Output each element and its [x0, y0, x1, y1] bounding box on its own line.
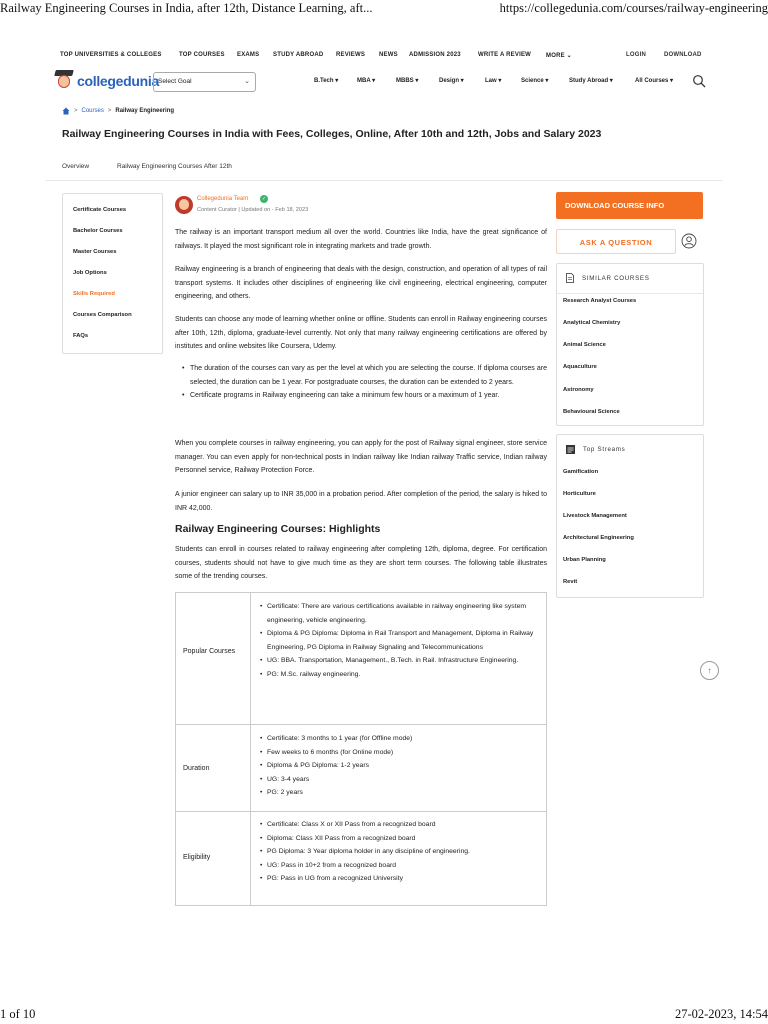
list-item: • UG: Pass in 10+2 from a recognized board [260, 859, 542, 873]
topnav-study-abroad[interactable]: STUDY ABROAD [273, 52, 324, 58]
topnav-top-universities[interactable]: TOP UNIVERSITIES & COLLEGES [60, 52, 162, 58]
article-paragraph: Students can enroll in courses related to railway engineering after completing 12th, diploma, degree. For certification courses, students should not have to give much time as they are short term courses. The following table illustrates some of the trending courses. [175, 546, 547, 580]
table-row-label: Duration [183, 765, 210, 772]
cat-all-courses[interactable]: All Courses ▾ [635, 78, 674, 84]
arrow-up-icon: ↑ [707, 666, 712, 675]
list-item: • PG: Pass in UG from a recognized University [260, 872, 542, 886]
section-link-faqs[interactable]: FAQs [73, 333, 89, 339]
tab-overview[interactable]: Overview [62, 163, 90, 170]
similar-course-link[interactable]: Animal Science [563, 342, 606, 348]
cat-btech[interactable]: B.Tech ▾ [314, 78, 339, 84]
download-course-info-button[interactable]: DOWNLOAD COURSE INFO [556, 192, 703, 219]
table-row [176, 593, 546, 725]
print-page-number: 1 of 10 [0, 1007, 36, 1021]
list-item: • UG: BBA. Transportation, Management., B.Tech. in Rail. Infrastructure Engineering. [260, 654, 542, 668]
cat-law[interactable]: Law ▾ [485, 78, 502, 84]
print-header [0, 0, 768, 20]
topnav-exams[interactable]: EXAMS [237, 52, 260, 58]
section-link-bachelor[interactable]: Bachelor Courses [73, 228, 123, 234]
similar-course-link[interactable]: Behavioural Science [563, 409, 620, 415]
table-row [176, 725, 546, 812]
select-goal-value: Select Goal [158, 78, 192, 85]
top-streams-heading: Top Streams [566, 444, 625, 454]
top-streams-card [556, 434, 704, 598]
select-goal-dropdown[interactable] [153, 72, 256, 92]
list-item: • The duration of the courses can vary as per the level at which you are selecting the course. If diploma courses are selected, the duration can be 1 year. For postgraduate courses, the duration can be extended to 2 years. [182, 362, 547, 389]
list-item: • Certificate programs in Railway engineering can take a minimum few hours or a maximum of 1 year. [182, 389, 547, 403]
table-row [176, 812, 546, 905]
avatar [175, 196, 193, 214]
stream-link[interactable]: Architectural Engineering [563, 535, 634, 541]
topnav-top-courses[interactable]: TOP COURSES [179, 52, 225, 58]
section-heading: Railway Engineering Courses: Highlights [175, 523, 381, 535]
similar-courses-heading: SIMILAR COURSES [566, 273, 650, 283]
search-icon[interactable] [692, 74, 706, 88]
login-link[interactable]: LOGIN [626, 52, 646, 58]
print-footer [0, 1004, 768, 1024]
breadcrumb [62, 107, 174, 115]
section-nav [62, 193, 163, 354]
breadcrumb-courses[interactable]: Courses [81, 108, 104, 114]
article-bullets [182, 362, 547, 403]
topnav-write-review[interactable]: WRITE A REVIEW [478, 52, 532, 58]
cat-study-abroad[interactable]: Study Abroad ▾ [569, 78, 613, 84]
section-link-master[interactable]: Master Courses [73, 249, 117, 255]
cat-mbbs[interactable]: MBBS ▾ [396, 78, 419, 84]
list-item: • Diploma & PG Diploma: 1-2 years [260, 759, 542, 773]
section-link-skills[interactable]: Skills Required [73, 291, 115, 297]
list-item: • Certificate: 3 months to 1 year (for Offline mode) [260, 732, 542, 746]
topnav-more[interactable]: MORE ⌄ [546, 53, 572, 59]
list-item: • UG: 3-4 years [260, 773, 542, 787]
similar-course-link[interactable]: Astronomy [563, 387, 594, 393]
topnav-admission[interactable]: ADMISSION 2023 [409, 52, 461, 58]
chevron-down-icon: ⌄ [244, 78, 250, 85]
section-link-job-options[interactable]: Job Options [73, 270, 107, 276]
tabs-divider [46, 180, 722, 181]
table-row-label: Eligibility [183, 854, 211, 861]
list-item: • PG: 2 years [260, 786, 542, 800]
section-link-certificate[interactable]: Certificate Courses [73, 207, 127, 213]
scroll-to-top-button[interactable] [700, 661, 719, 680]
home-icon[interactable] [62, 107, 70, 115]
print-datetime: 27-02-2023, 14:54 [674, 1007, 768, 1021]
tab-after-12th[interactable]: Railway Engineering Courses After 12th [117, 163, 232, 170]
article-paragraph: Railway engineering is a branch of engineering that deals with the design, construction, and operation of all types of rail transport systems. It includes other disciplines of engineering like civil engineering, electrical engineering, computer engineering, and others. [175, 266, 547, 300]
document-icon [566, 273, 574, 283]
article-paragraph: The railway is an important transport medium all over the world. Countries like India, have the great significance of railways. It played the most significant role in integrating markets and trade growth. [175, 229, 547, 250]
highlights-table [175, 592, 547, 906]
breadcrumb-separator: > [107, 108, 112, 114]
logo-mascot-icon [54, 70, 74, 92]
breadcrumb-current: Railway Engineering [115, 108, 175, 114]
list-item: • Diploma & PG Diploma: Diploma in Rail Transport and Management, Diploma in Railway Engineering, PG Diploma in Railway Signaling and Telecommunications [260, 627, 542, 654]
stream-link[interactable]: Revit [563, 579, 578, 585]
page-title: Railway Engineering Courses in India with Fees, Colleges, Online, After 10th and 12th, Jobs and Salary 2023 [62, 128, 602, 140]
print-page-url: https://collegedunia.com/courses/railway-engineering [499, 1, 768, 15]
print-page-title: Railway Engineering Courses in India, after 12th, Distance Learning, aft... [0, 1, 373, 15]
similar-course-link[interactable]: Analytical Chemistry [563, 320, 621, 326]
cat-science[interactable]: Science ▾ [521, 78, 549, 84]
table-row-label: Popular Courses [183, 648, 236, 655]
top-nav [60, 50, 710, 62]
ask-question-button[interactable]: ASK A QUESTION [556, 229, 676, 254]
verified-check-icon: ✓ [261, 196, 267, 202]
list-icon [566, 445, 575, 454]
article-paragraph: When you complete courses in railway engineering, you can apply for the post of Railway signal engineer, store service manager. You can even apply for non-technical posts in Indian railway like Indian railway Traffic service, Indian railway Personnel service, Railway Protection Force. [175, 440, 547, 474]
collegedunia-logo[interactable] [54, 68, 159, 94]
article-paragraph: Students can choose any mode of learning whether online or offline. Students can enroll in Railway engineering courses after 10th, 12th, diploma, graduate-level currently. Not only that many railway engineering certifications are offered by institutes and online websites like Coursera, Udemy. [175, 316, 547, 350]
section-link-comparison[interactable]: Courses Comparison [73, 312, 132, 318]
list-item: • Diploma: Class XII Pass from a recognized board [260, 832, 542, 846]
article-paragraph: A junior engineer can salary up to INR 35,000 in a probation period. After completion of the period, the salary is hiked to INR 42,000. [175, 491, 547, 512]
cat-design[interactable]: Design ▾ [439, 78, 464, 84]
similar-courses-card [556, 263, 704, 426]
topnav-news[interactable]: NEWS [379, 52, 398, 58]
author-name[interactable]: Collegedunia Team [197, 196, 249, 202]
list-item: • Certificate: Class X or XII Pass from a recognized board [260, 818, 542, 832]
similar-course-link[interactable]: Aquaculture [563, 364, 597, 370]
list-item: • PG: M.Sc. railway engineering. [260, 668, 542, 682]
stream-link[interactable]: Livestock Management [563, 513, 627, 519]
topnav-reviews[interactable]: REVIEWS [336, 52, 366, 58]
stream-link[interactable]: Gamification [563, 469, 599, 475]
logo-text: collegedunia [77, 73, 159, 89]
stream-link[interactable]: Horticulture [563, 491, 596, 497]
download-link[interactable]: DOWNLOAD [664, 52, 702, 58]
list-item: • Certificate: There are various certifications available in railway engineering like system engineering, vehicle engineering. [260, 600, 542, 627]
list-item: • PG Diploma: 3 Year diploma holder in any discipline of engineering. [260, 845, 542, 859]
breadcrumb-separator: > [74, 108, 78, 114]
cat-mba[interactable]: MBA ▾ [357, 78, 376, 84]
list-item: • Few weeks to 6 months (for Online mode) [260, 746, 542, 760]
similar-course-link[interactable]: Research Analyst Courses [563, 298, 637, 304]
user-icon[interactable] [681, 233, 697, 249]
author-role: Content Curator | Updated on - Feb 18, 2023 [197, 207, 309, 213]
stream-link[interactable]: Urban Planning [563, 557, 606, 563]
